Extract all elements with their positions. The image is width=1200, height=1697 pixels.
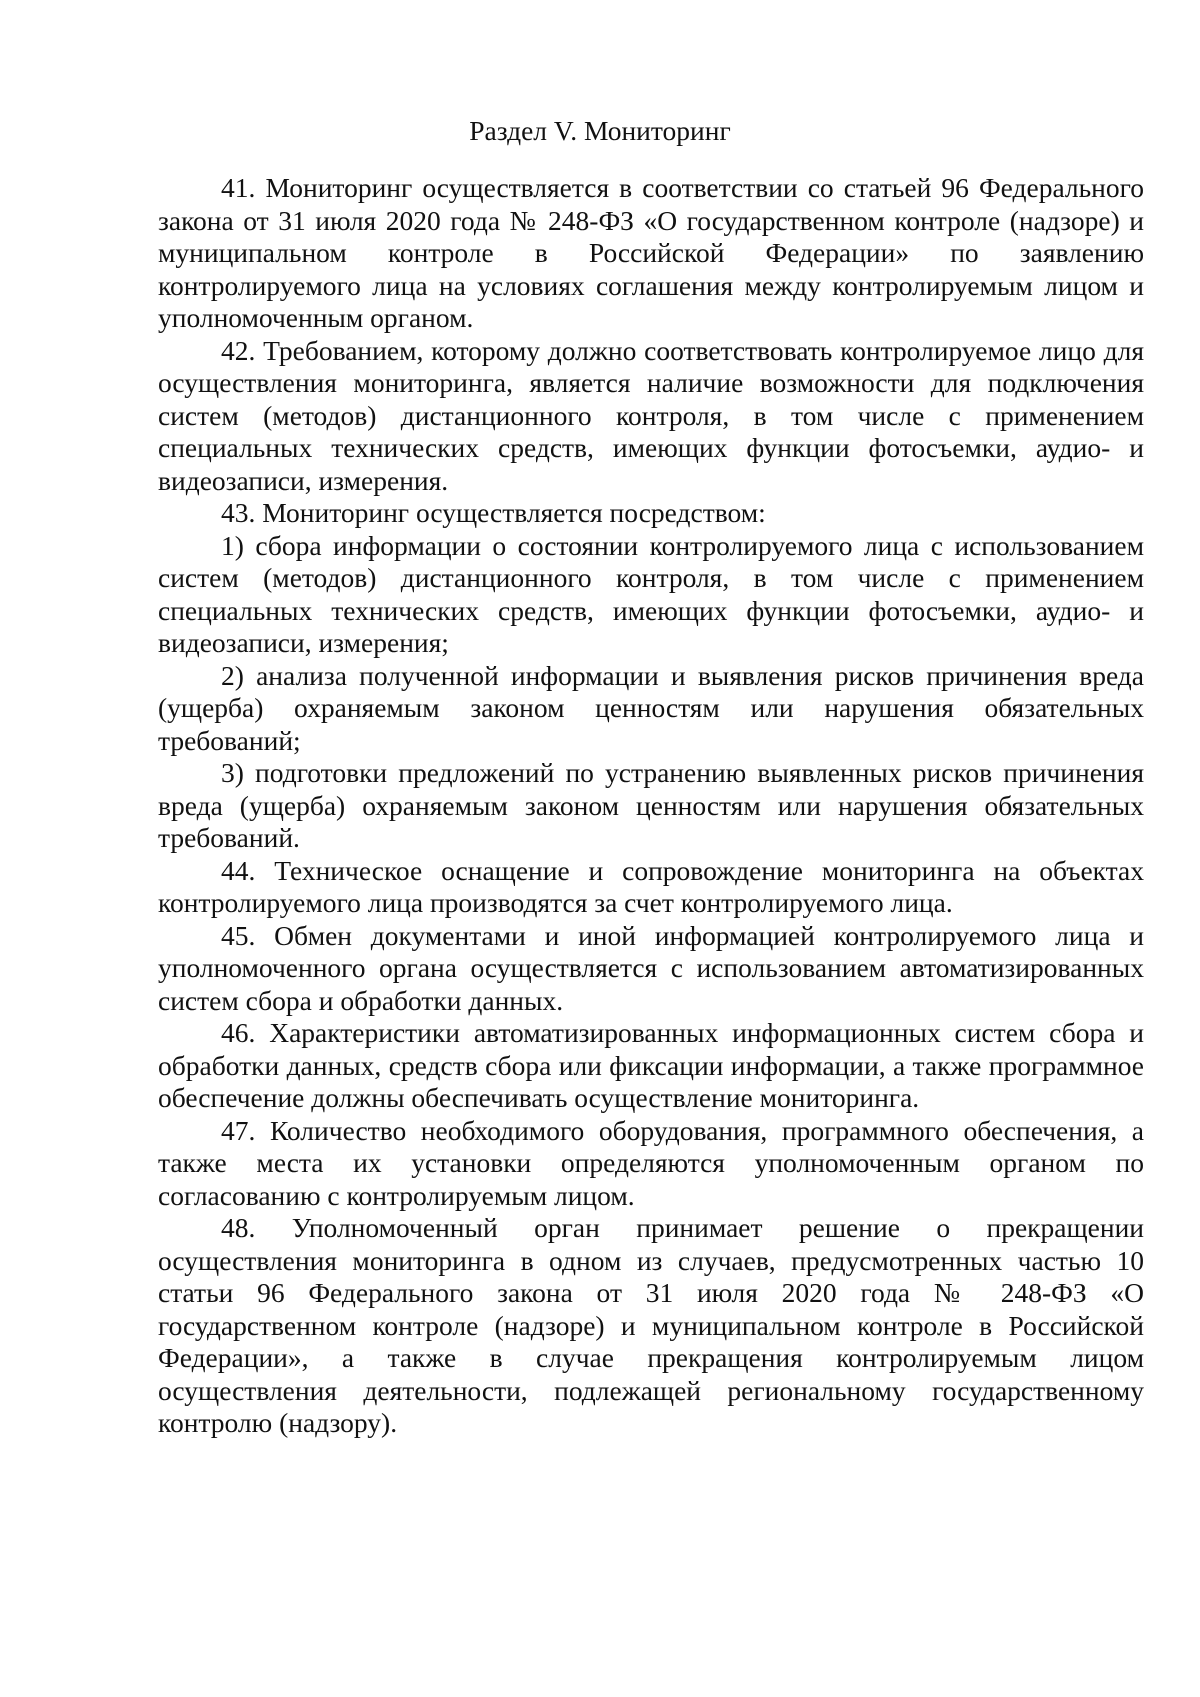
paragraph-43-item-1: 1) сбора информации о состоянии контролируемого лица с использованием систем (методов) дистанционного контроля, в том числе с применением специальных технических средств, имеющих функции фотосъемки, аудио- и видеозаписи, измерения; xyxy=(158,529,1144,658)
paragraph-43-item-3: 3) подготовки предложений по устранению выявленных рисков причинения вреда (ущерба) охраняемым законом ценностям или нарушения обязательных требований. xyxy=(158,757,1144,853)
paragraph-43: 43. Мониторинг осуществляется посредством: xyxy=(221,497,766,528)
paragraph-45: 45. Обмен документами и иной информацией контролируемого лица и уполномоченного органа осуществляется с использованием автоматизированных систем сбора и обработки данных. xyxy=(158,919,1144,1016)
paragraph-46: 46. Характеристики автоматизированных информационных систем сбора и обработки данных, средств сбора или фиксации информации, а также программное обеспечение должны обеспечивать осуществление мониторинга. xyxy=(158,1017,1144,1113)
paragraph-48: 48. Уполномоченный орган принимает решение о прекращении осуществления мониторинга в одном из случаев, предусмотренных частью 10 статьи 96 Федерального закона от 31 июля 2020 года № 248-ФЗ «О государственном контроле (надзоре) и муниципальном контроле в Российской Федерации», а также в случае прекращения контролируемым лицом осуществления деятельности, подлежащей региональному государственному контролю (надзору). xyxy=(158,1212,1144,1438)
paragraph-43-item-2: 2) анализа полученной информации и выявления рисков причинения вреда (ущерба) охраняемым законом ценностям или нарушения обязательных требований; xyxy=(158,659,1144,756)
section-title: Раздел V. Мониторинг xyxy=(469,115,731,146)
document-body xyxy=(158,172,1144,1440)
paragraph-44: 44. Техническое оснащение и сопровождение мониторинга на объектах контролируемого лица производятся за счет контролируемого лица. xyxy=(158,854,1144,918)
paragraph-47: 47. Количество необходимого оборудования, программного обеспечения, а также места их установки определяются уполномоченным органом по согласованию с контролируемым лицом. xyxy=(158,1114,1144,1211)
paragraph-42: 42. Требованием, которому должно соответствовать контролируемое лицо для осуществления мониторинга, является наличие возможности для подключения систем (методов) дистанционного контроля, в том числе с применением специальных технических средств, имеющих функции фотосъемки, аудио- и видеозаписи, измерения. xyxy=(158,334,1144,496)
paragraph-41: 41. Мониторинг осуществляется в соответствии со статьей 96 Федерального закона от 31 июля 2020 года № 248-ФЗ «О государственном контроле (надзоре) и муниципальном контроле в Российской Федерации» по заявлению контролируемого лица на условиях соглашения между контролируемым лицом и уполномоченным органом. xyxy=(158,172,1144,333)
